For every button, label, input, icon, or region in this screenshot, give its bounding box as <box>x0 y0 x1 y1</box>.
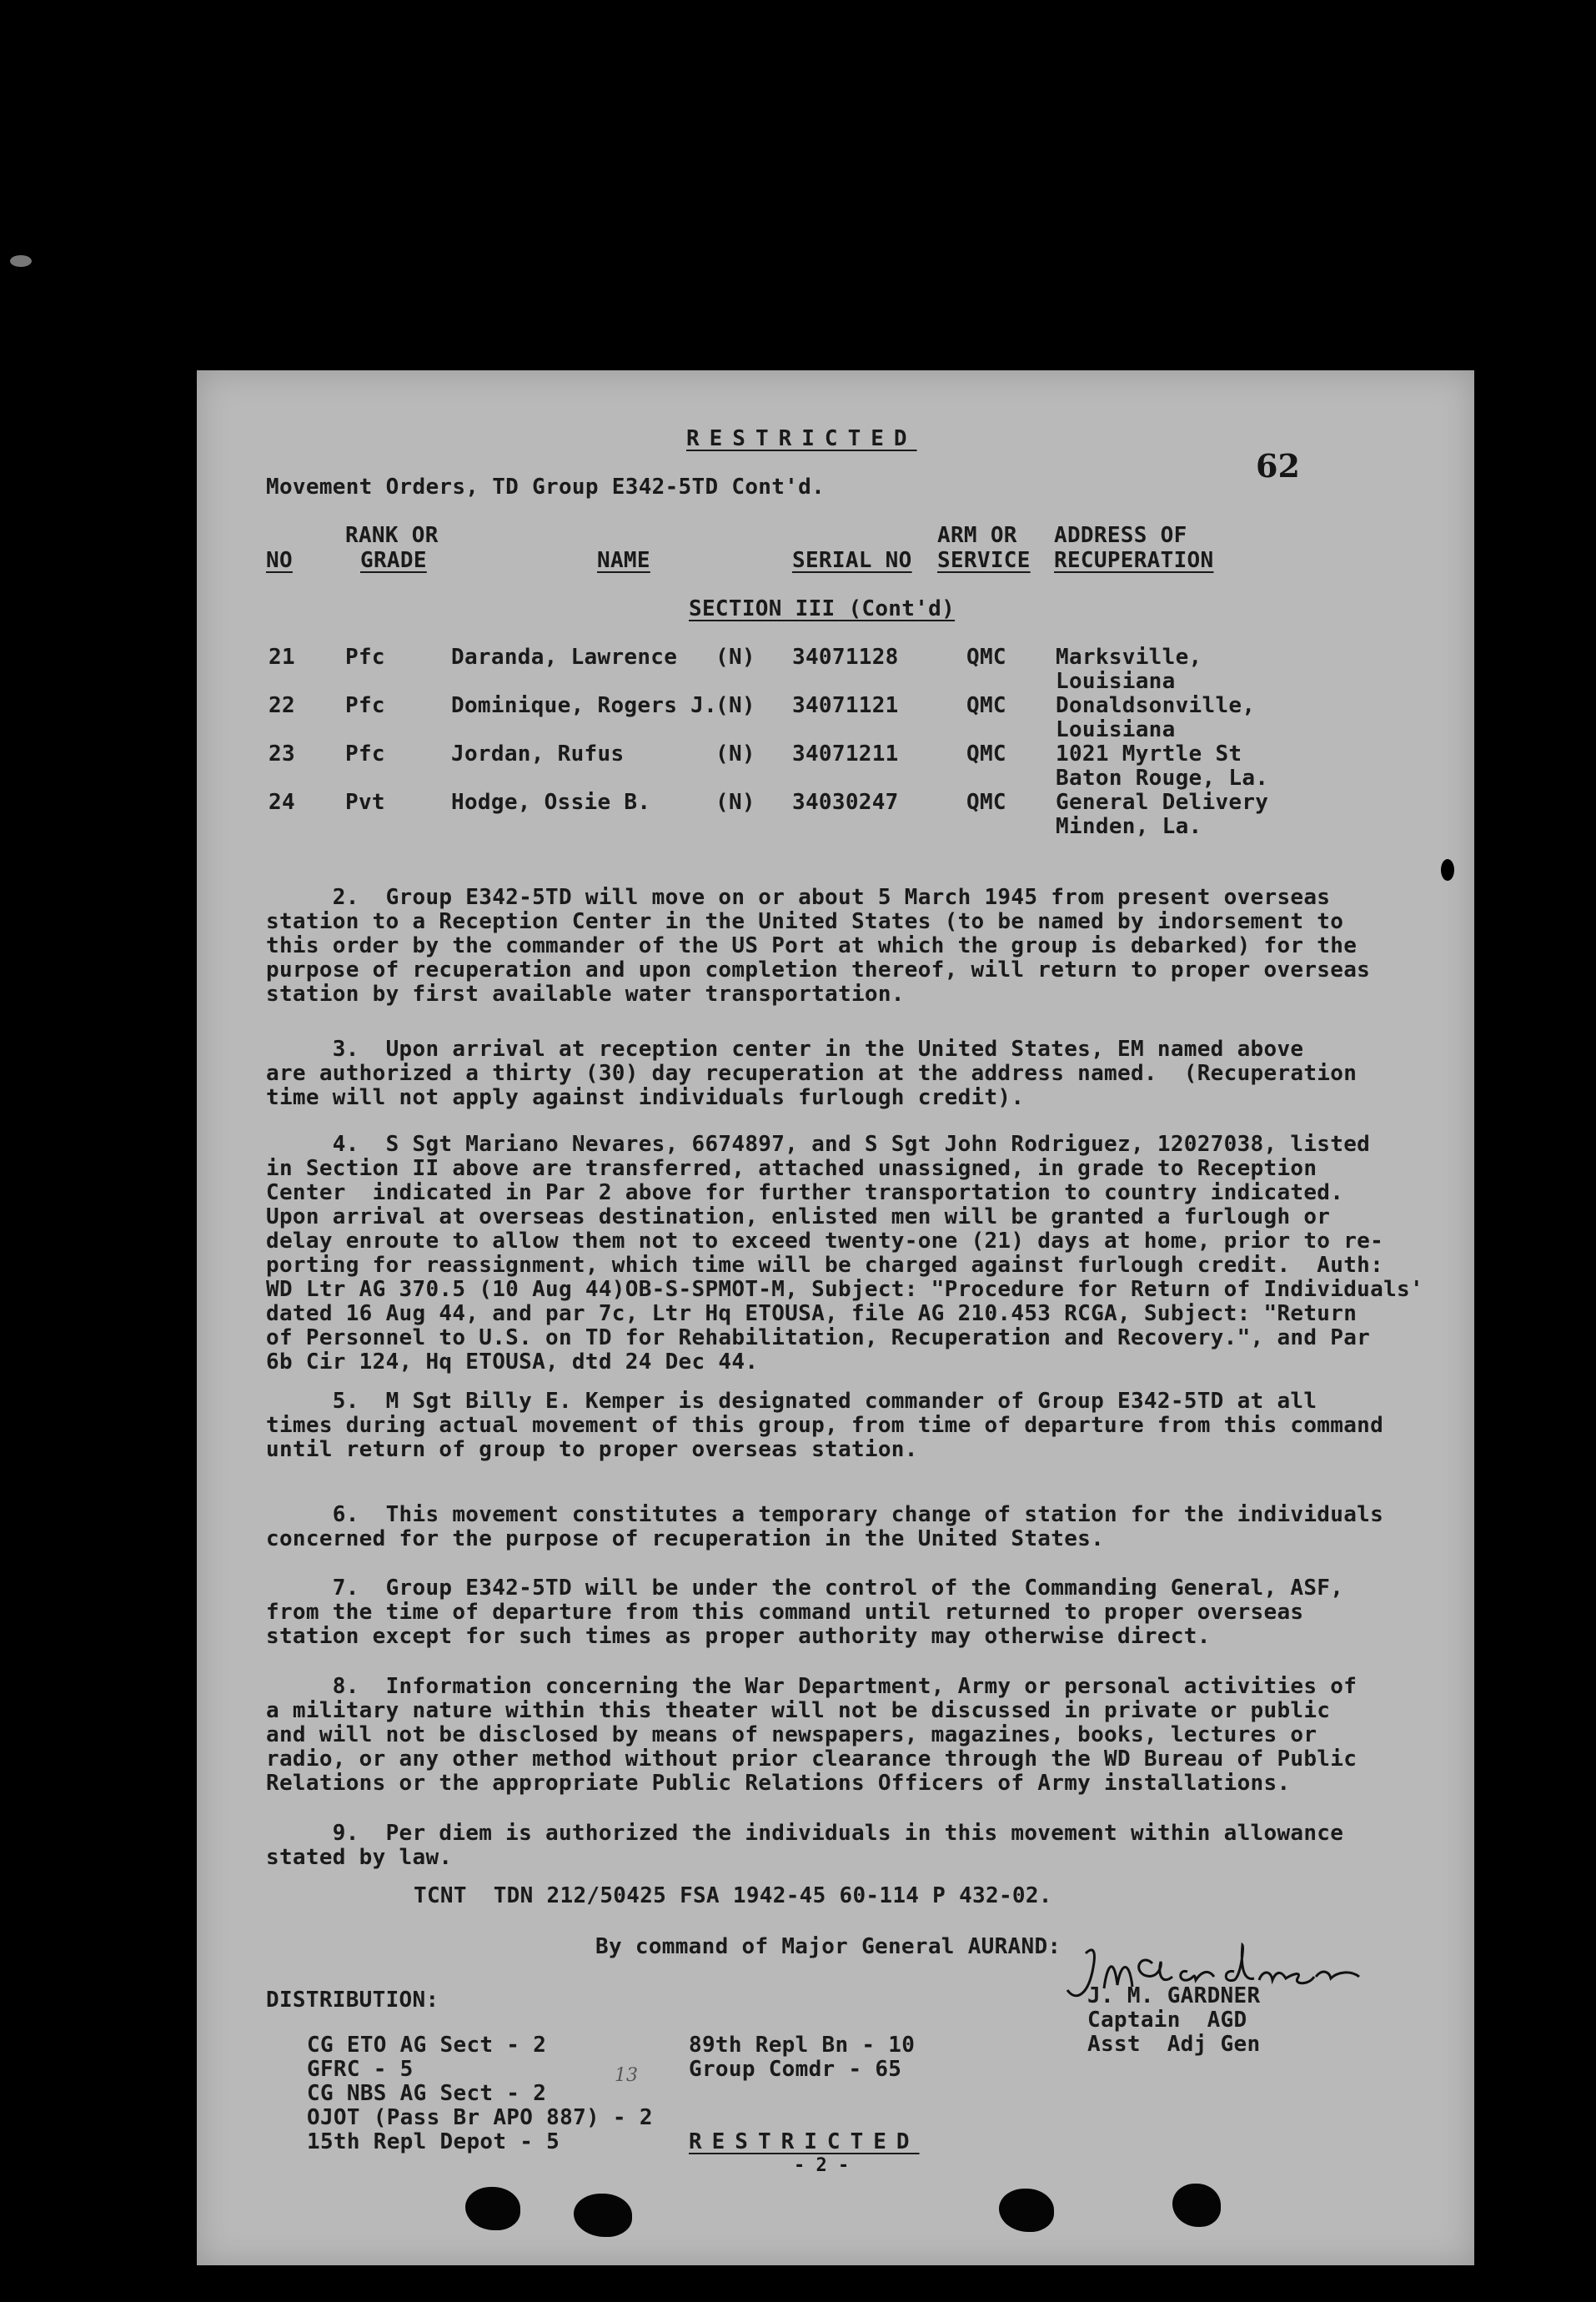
row-address-line1: 1021 Myrtle St <box>1056 741 1242 766</box>
paragraph-line: from the time of departure from this command until returned to proper overseas <box>266 1600 1304 1625</box>
punch-hole <box>1172 2184 1221 2227</box>
paragraph-line: Relations or the appropriate Public Relations Officers of Army installations. <box>266 1771 1291 1796</box>
row-serial: 34071211 <box>792 741 899 766</box>
col-arm-line2: SERVICE <box>937 548 1031 573</box>
paragraph-line: WD Ltr AG 370.5 (10 Aug 44)OB-S-SPMOT-M, Subject: "Procedure for Return of Individuals' <box>266 1277 1423 1302</box>
paragraph-line: 2. Group E342-5TD will move on or about 5 March 1945 from present overseas <box>266 885 1331 910</box>
row-race: (N) <box>715 741 755 766</box>
distribution-heading: DISTRIBUTION: <box>266 1988 439 2013</box>
distribution-item: GFRC - 5 <box>307 2057 414 2082</box>
row-name: Jordan, Rufus <box>451 741 625 766</box>
row-service: QMC <box>966 693 1006 718</box>
paragraph-line: in Section II above are transferred, attached unassigned, in grade to Reception <box>266 1156 1317 1181</box>
distribution-item: 89th Repl Bn - 10 <box>689 2033 916 2058</box>
col-no: NO <box>266 548 293 573</box>
row-no: 24 <box>269 790 295 815</box>
signature-title: Asst Adj Gen <box>1087 2032 1261 2057</box>
paragraph-line: and will not be disclosed by means of newspapers, magazines, books, lectures or <box>266 1722 1317 1747</box>
row-name: Dominique, Rogers J. <box>451 693 718 718</box>
col-address-line1: ADDRESS OF <box>1054 523 1187 548</box>
punch-hole <box>465 2187 520 2230</box>
paragraph-line: are authorized a thirty (30) day recuperation at the address named. (Recuperation <box>266 1061 1358 1086</box>
scan-artifact <box>10 255 32 267</box>
paragraph-line: 6. This movement constitutes a temporary change of station for the individuals <box>266 1502 1384 1527</box>
row-address-line1: General Delivery <box>1056 790 1269 815</box>
signature-rank: Captain AGD <box>1087 2008 1247 2033</box>
restricted-footer: RESTRICTED <box>689 2129 920 2154</box>
footer-page-number: - 2 - <box>794 2155 850 2176</box>
row-serial: 34071121 <box>792 693 899 718</box>
row-address-line2: Baton Rouge, La. <box>1056 766 1269 791</box>
punch-hole <box>574 2194 632 2237</box>
col-rank-line1: RANK OR <box>345 523 439 548</box>
row-rank: Pfc <box>345 693 385 718</box>
row-serial: 34030247 <box>792 790 899 815</box>
handwritten-note: 13 <box>615 2065 638 2086</box>
distribution-item: OJOT (Pass Br APO 887) - 2 <box>307 2105 653 2130</box>
row-no: 21 <box>269 645 295 670</box>
paragraph-line: Center indicated in Par 2 above for further transportation to country indicated. <box>266 1180 1344 1205</box>
col-serial: SERIAL NO <box>792 548 912 573</box>
row-race: (N) <box>715 790 755 815</box>
paragraph-line: 7. Group E342-5TD will be under the control of the Commanding General, ASF, <box>266 1576 1344 1601</box>
signature-name: J. M. GARDNER <box>1087 1983 1261 2008</box>
paragraph-line: 4. S Sgt Mariano Nevares, 6674897, and S Sgt John Rodriguez, 12027038, listed <box>266 1132 1371 1157</box>
restricted-header: RESTRICTED <box>686 426 917 451</box>
paragraph-line: this order by the commander of the US Port at which the group is debarked) for the <box>266 933 1358 958</box>
paragraph-line: station to a Reception Center in the United States (to be named by indorsement to <box>266 909 1344 934</box>
row-serial: 34071128 <box>792 645 899 670</box>
page-number: 62 <box>1256 447 1300 485</box>
paragraph-line: time will not apply against individuals furlough credit). <box>266 1085 1025 1110</box>
paragraph-line: a military nature within this theater will not be discussed in private or public <box>266 1698 1331 1723</box>
paragraph-line: until return of group to proper overseas station. <box>266 1437 918 1462</box>
col-arm-line1: ARM OR <box>937 523 1017 548</box>
row-no: 22 <box>269 693 295 718</box>
row-address-line2: Minden, La. <box>1056 814 1202 839</box>
row-address-line1: Marksville, <box>1056 645 1202 670</box>
paragraph-line: 9. Per diem is authorized the individuals in this movement within allowance <box>266 1821 1344 1846</box>
row-race: (N) <box>715 693 755 718</box>
row-address-line2: Louisiana <box>1056 669 1176 694</box>
paragraph-line: of Personnel to U.S. on TD for Rehabilitation, Recuperation and Recovery.", and Par <box>266 1325 1371 1350</box>
punch-hole <box>999 2189 1054 2232</box>
paragraph-line: stated by law. <box>266 1845 453 1870</box>
row-no: 23 <box>269 741 295 766</box>
paragraph-line: 8. Information concerning the War Department, Army or personal activities of <box>266 1674 1358 1699</box>
document-page <box>197 370 1474 2265</box>
row-name: Daranda, Lawrence <box>451 645 678 670</box>
distribution-item: Group Comdr - 65 <box>689 2057 902 2082</box>
paragraph-line: concerned for the purpose of recuperation in the United States. <box>266 1526 1105 1551</box>
row-service: QMC <box>966 645 1006 670</box>
paragraph-line: station except for such times as proper authority may otherwise direct. <box>266 1624 1211 1649</box>
section-heading: SECTION III (Cont'd) <box>689 596 956 621</box>
document-subtitle: Movement Orders, TD Group E342-5TD Cont'd. <box>266 475 826 500</box>
row-service: QMC <box>966 790 1006 815</box>
distribution-item: CG NBS AG Sect - 2 <box>307 2081 547 2106</box>
paragraph-line: 5. M Sgt Billy E. Kemper is designated commander of Group E342-5TD at all <box>266 1389 1317 1414</box>
distribution-item: 15th Repl Depot - 5 <box>307 2129 560 2154</box>
paragraph-line: porting for reassignment, which time will be charged against furlough credit. Auth: <box>266 1253 1384 1278</box>
row-rank: Pfc <box>345 741 385 766</box>
scan-artifact <box>1441 859 1454 881</box>
col-rank-line2: GRADE <box>360 548 427 573</box>
paragraph-line: 6b Cir 124, Hq ETOUSA, dtd 24 Dec 44. <box>266 1350 759 1375</box>
tcnt-line: TCNT TDN 212/50425 FSA 1942-45 60-114 P 432-02. <box>414 1883 1052 1908</box>
row-rank: Pfc <box>345 645 385 670</box>
paragraph-line: Upon arrival at overseas destination, enlisted men will be granted a furlough or <box>266 1204 1331 1229</box>
row-address-line2: Louisiana <box>1056 717 1176 742</box>
col-name: NAME <box>597 548 650 573</box>
col-address-line2: RECUPERATION <box>1054 548 1214 573</box>
paragraph-line: 3. Upon arrival at reception center in the United States, EM named above <box>266 1037 1304 1062</box>
row-race: (N) <box>715 645 755 670</box>
paragraph-line: purpose of recuperation and upon completion thereof, will return to proper overseas <box>266 957 1371 983</box>
row-rank: Pvt <box>345 790 385 815</box>
paragraph-line: dated 16 Aug 44, and par 7c, Ltr Hq ETOUSA, file AG 210.453 RCGA, Subject: "Return <box>266 1301 1358 1326</box>
row-name: Hodge, Ossie B. <box>451 790 651 815</box>
paragraph-line: station by first available water transportation. <box>266 982 905 1007</box>
paragraph-line: radio, or any other method without prior clearance through the WD Bureau of Public <box>266 1747 1358 1772</box>
paragraph-line: times during actual movement of this group, from time of departure from this command <box>266 1413 1384 1438</box>
row-service: QMC <box>966 741 1006 766</box>
distribution-item: CG ETO AG Sect - 2 <box>307 2033 547 2058</box>
row-address-line1: Donaldsonville, <box>1056 693 1256 718</box>
by-command-line: By command of Major General AURAND: <box>595 1934 1061 1959</box>
paragraph-line: delay enroute to allow them not to exceed twenty-one (21) days at home, prior to re- <box>266 1229 1384 1254</box>
